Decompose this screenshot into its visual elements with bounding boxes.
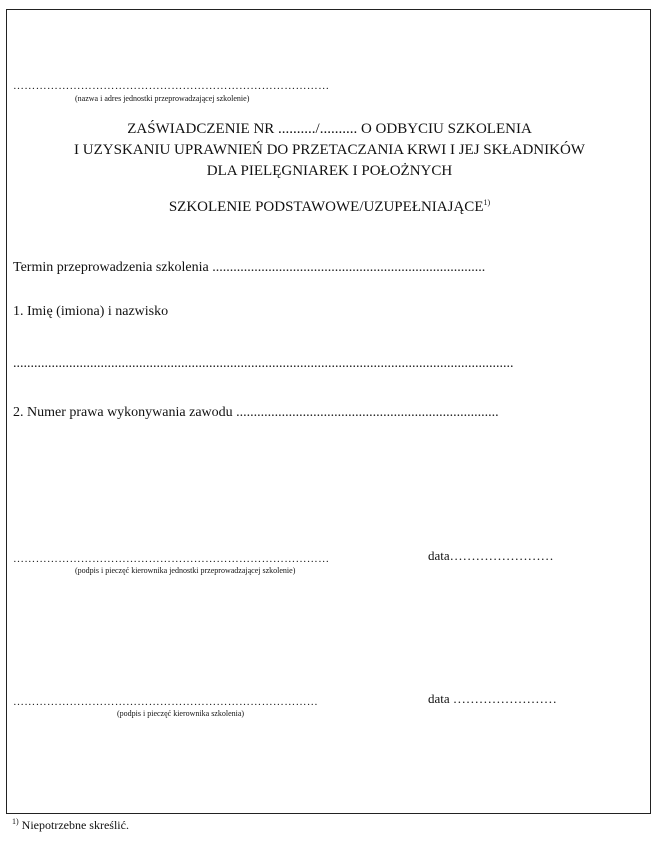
title-line-1: ZAŚWIADCZENIE NR ........../.......... O ODBYCIU SZKOLENIA [127, 121, 532, 137]
training-head-date-field: data …………………… [428, 691, 557, 706]
unit-head-date-field: data…………………… [428, 548, 554, 563]
unit-name-line: ………………………………………………………………………… [13, 80, 330, 92]
certificate-frame [6, 9, 651, 814]
full-name-line: ............................................................................................................................................... [13, 356, 514, 371]
footnote [12, 818, 129, 833]
full-name-label: 1. Imię (imiona) i nazwisko [13, 304, 169, 319]
training-date-field: Termin przeprowadzenia szkolenia .............................................................................. [13, 260, 486, 275]
title-line-2: I UZYSKANIU UPRAWNIEŃ DO PRZETACZANIA KRWI I JEJ SKŁADNIKÓW [74, 142, 585, 158]
title-line-3: DLA PIELĘGNIAREK I POŁOŻNYCH [206, 163, 453, 179]
footnote-text: Niepotrzebne skreślić. [18, 818, 129, 832]
subtitle-footnote-mark: 1) [483, 198, 491, 207]
training-type-text: SZKOLENIE PODSTAWOWE/UZUPEŁNIAJĄCE [168, 199, 484, 215]
training-head-signature-line: ……………………………………………………………………… [13, 696, 319, 708]
training-type-subtitle [7, 197, 652, 218]
unit-head-signature-line: ………………………………………………………………………… [13, 553, 330, 565]
training-head-signature-caption: (podpis i pieczęć kierownika szkolenia) [117, 709, 245, 718]
footnote-mark: 1) [12, 817, 19, 826]
unit-name-caption: (nazwa i adres jednostki przeprowadzającej szkolenie) [75, 94, 250, 103]
unit-head-signature-caption: (podpis i pieczęć kierownika jednostki przeprowadzającej szkolenie) [75, 566, 296, 575]
license-number-field: 2. Numer prawa wykonywania zawodu ........................................................................... [13, 405, 499, 420]
